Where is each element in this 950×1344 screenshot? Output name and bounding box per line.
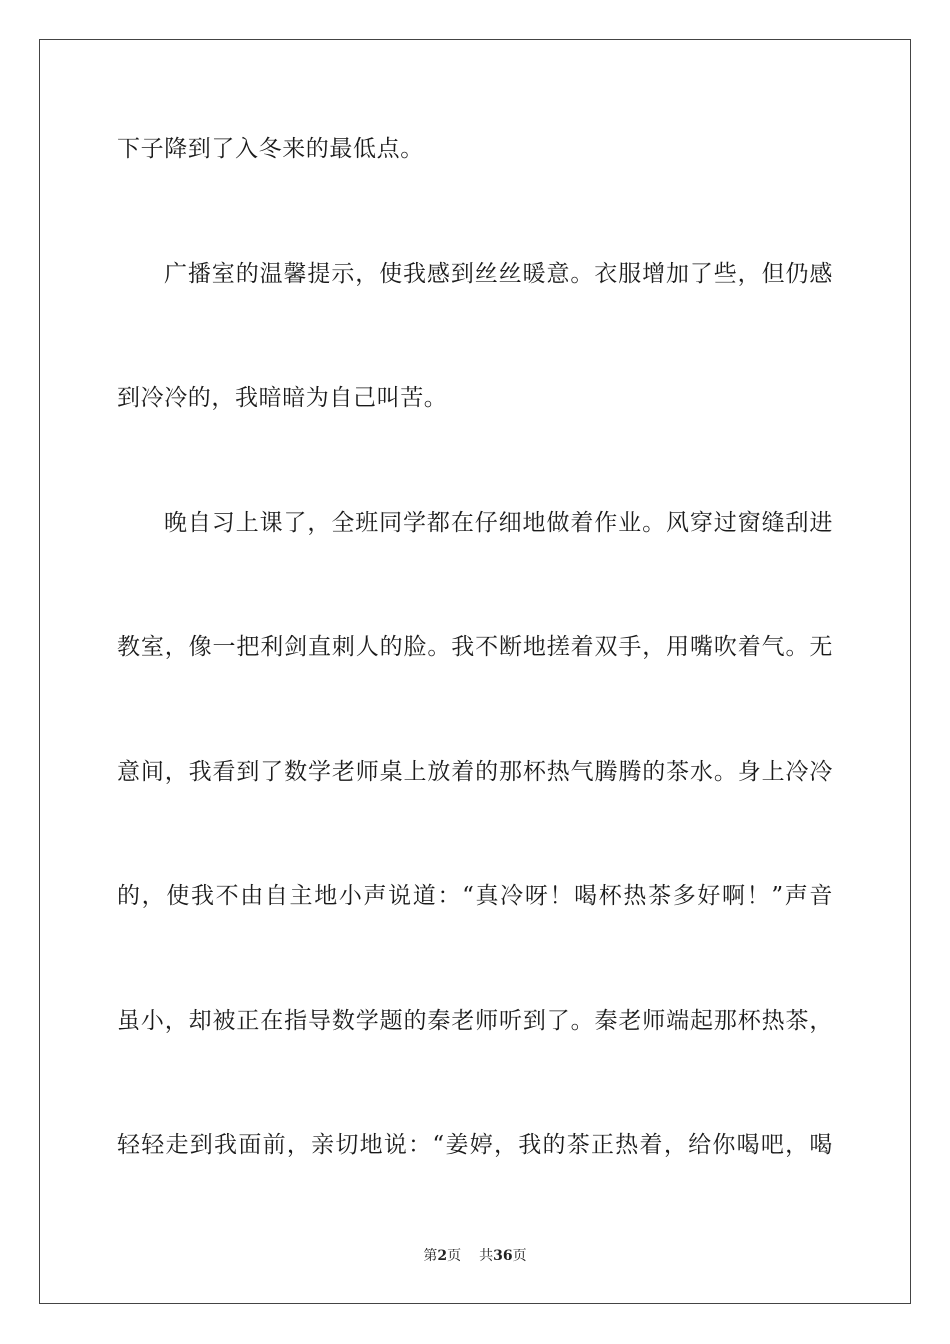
text-line-3: 到冷冷的，我暗暗为自己叫苦。: [117, 385, 448, 411]
text-line-1: 下子降到了入冬来的最低点。: [117, 136, 424, 162]
text-line-9: 轻轻走到我面前，亲切地说：“姜婷，我的茶正热着，给你喝吧，喝: [117, 1132, 833, 1158]
footer-total-pages: 36: [493, 1248, 513, 1264]
paragraph-start-line-2: 广播室的温馨提示，使我感到丝丝暖意。衣服增加了些，但仍感: [164, 261, 833, 287]
paragraph-start-line-4: 晚自习上课了，全班同学都在仔细地做着作业。风穿过窗缝刮进: [164, 510, 833, 536]
text-line-7: 的，使我不由自主地小声说道：“真冷呀！喝杯热茶多好啊！”声音: [117, 883, 833, 909]
page-border: [39, 39, 911, 1304]
footer-page-number: 2: [437, 1248, 448, 1264]
text-line-6: 意间，我看到了数学老师桌上放着的那杯热气腾腾的茶水。身上冷冷: [117, 759, 833, 785]
footer-page-suffix: 页: [447, 1248, 462, 1264]
page-footer: [0, 1247, 950, 1265]
footer-page-prefix: 第: [423, 1248, 438, 1264]
footer-total-prefix: 共: [479, 1248, 494, 1264]
footer-total-suffix: 页: [512, 1248, 527, 1264]
text-line-8: 虽小，却被正在指导数学题的秦老师听到了。秦老师端起那杯热茶，: [117, 1008, 833, 1034]
text-line-5: 教室，像一把利剑直刺人的脸。我不断地搓着双手，用嘴吹着气。无: [117, 634, 833, 660]
